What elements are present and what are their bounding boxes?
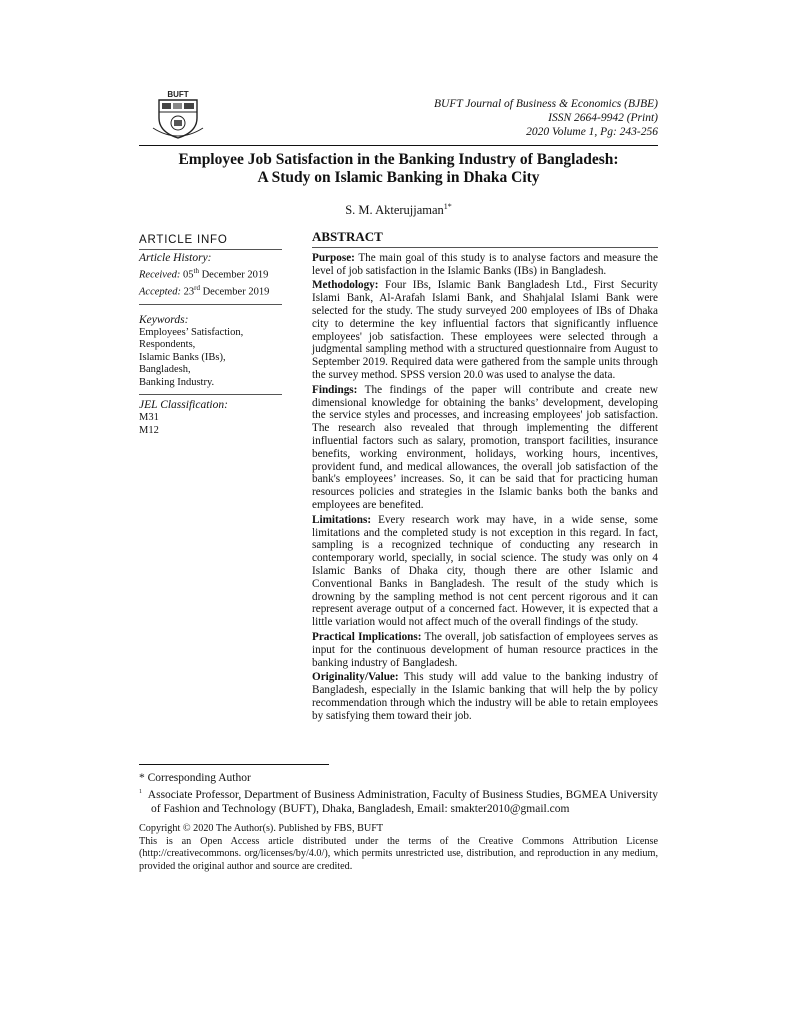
paper-title (139, 151, 658, 187)
jel-block (139, 395, 282, 442)
corresponding-author-note: * Corresponding Author (139, 772, 251, 784)
jel-label: JEL Classification: (139, 399, 228, 411)
abstract-limitations: Limitations: Every research work may have, in a wide sense, some limitations and the completed study is not exception in this regard. In fact, sampling is a recognized technique of conducting any research in contemporary world, specially, in social science. The study was only on 4 Islamic Banks of Dhaka city, though there are other Islamic and Conventional Banks in Bangladesh. The result of the study which is drowning by the sampling method is not cent percent rigorous and it can represent average output of a concerned fact. However, it is expected that a little variation would not affect much of the overall findings of the study. (312, 513, 659, 629)
abstract-originality: Originality/Value: This study will add value to the banking industry of Bangladesh, especially in the Islamic banking that will help the by policy recommendation through which the industry will be able to retain employees by satisfying them toward their job. (312, 671, 658, 722)
header-divider (139, 145, 658, 146)
author-marks: 1* (443, 202, 452, 211)
copyright-notice (139, 823, 658, 873)
history-label: Article History: (139, 251, 212, 264)
keyword-item: Respondents, (139, 339, 196, 350)
affiliation-note: $^1$ Associate Professor, Department of Business Administration, Faculty of Business Studies, BGMEA University of Fashion and Technology (BUFT), Dhaka, Bangladesh, Email: smakter2010@gmail.com (139, 788, 658, 815)
author-line (139, 202, 658, 218)
keyword-item: Islamic Banks (IBs), (139, 351, 226, 363)
journal-issn: ISSN 2664-9942 (Print) (548, 112, 658, 124)
keyword-item: Bangladesh, (139, 364, 191, 375)
article-info-panel (139, 234, 282, 442)
title-line-2: A Study on Islamic Banking in Dhaka City (257, 169, 540, 186)
received-date: Received: 05th December 2019 (139, 266, 269, 280)
accepted-date: Accepted: 23rd December 2019 (139, 283, 270, 297)
jel-code: M31 (139, 412, 159, 423)
journal-header (434, 97, 658, 139)
abstract-methodology: Methodology: Four IBs, Islamic Bank Bangladesh Ltd., First Security Islami Bank, Al-Arafah Islami Bank, and Shahjalal Islami Bank were selected for the study. The study surveyed 200 employees of IBs of Dhaka city to determine the key influential factors that significantly influence employees' job satisfaction. These employees were selected through a judgmental sampling method with a structured questionnaire from August to September 2019. Required data were gathered from the sample units through the survey method. SPSS version 20.0 was used to analyse the data. (312, 279, 658, 381)
article-history (139, 250, 282, 305)
abstract-practical-implications: Practical Implications: The overall, job satisfaction of employees serves as input for the continuous development of human resource practices in the banking industry of Bangladesh. (312, 630, 658, 669)
keywords-label: Keywords: (139, 313, 189, 326)
keywords-block (139, 305, 282, 396)
abstract-purpose: Purpose: The main goal of this study is to analyse factors and measure the level of job satisfaction in the Islamic Banks (IBs) in Bangladesh. (312, 251, 658, 277)
article-info-heading: ARTICLE INFO (139, 234, 282, 250)
license-text: This is an Open Access article distributed under the terms of the Creative Commons Attribution License (http://creativecommons. org/licenses/by/4.0/), which permits unrestricted use, distribution, and reproduction in any medium, provided the original author and source are credited. (139, 835, 658, 872)
abstract-heading: ABSTRACT (312, 231, 658, 248)
abstract-panel (312, 231, 658, 724)
title-line-1: Employee Job Satisfaction in the Banking Industry of Bangladesh: (178, 151, 619, 168)
journal-name: BUFT Journal of Business & Economics (BJBE) (433, 98, 658, 110)
jel-code: M12 (139, 424, 159, 436)
buft-logo (147, 88, 209, 140)
keyword-item: Employees’ Satisfaction, (139, 326, 244, 338)
footnote-divider (139, 764, 329, 765)
copyright-line: Copyright © 2020 The Author(s). Published by FBS, BUFT (139, 823, 384, 834)
abstract-findings: Findings: The findings of the paper will contribute and create new dimensional knowledge for obtaining the banks’ development, developing the service styles and processes, and increasing employees' job satisfaction. The research also revealed that through implementing the different influential factors such as salary, promotion, transport facilities, insurance benefits, working environment, holidays, working hours, incentives, provident fund, and medical allowances, the overall job satisfaction of the bank's employees’ increases. So, it can be said that for practicing human resources policies and strategies in the Islamic banks both the banks and employees are benefited. (312, 383, 658, 511)
footnotes (139, 771, 658, 816)
keyword-item: Banking Industry. (139, 376, 215, 388)
svg-text:BUFT: BUFT (167, 90, 189, 99)
author-name: S. M. Akterujjaman (345, 203, 444, 218)
journal-volume: 2020 Volume 1, Pg: 243-256 (526, 126, 658, 138)
